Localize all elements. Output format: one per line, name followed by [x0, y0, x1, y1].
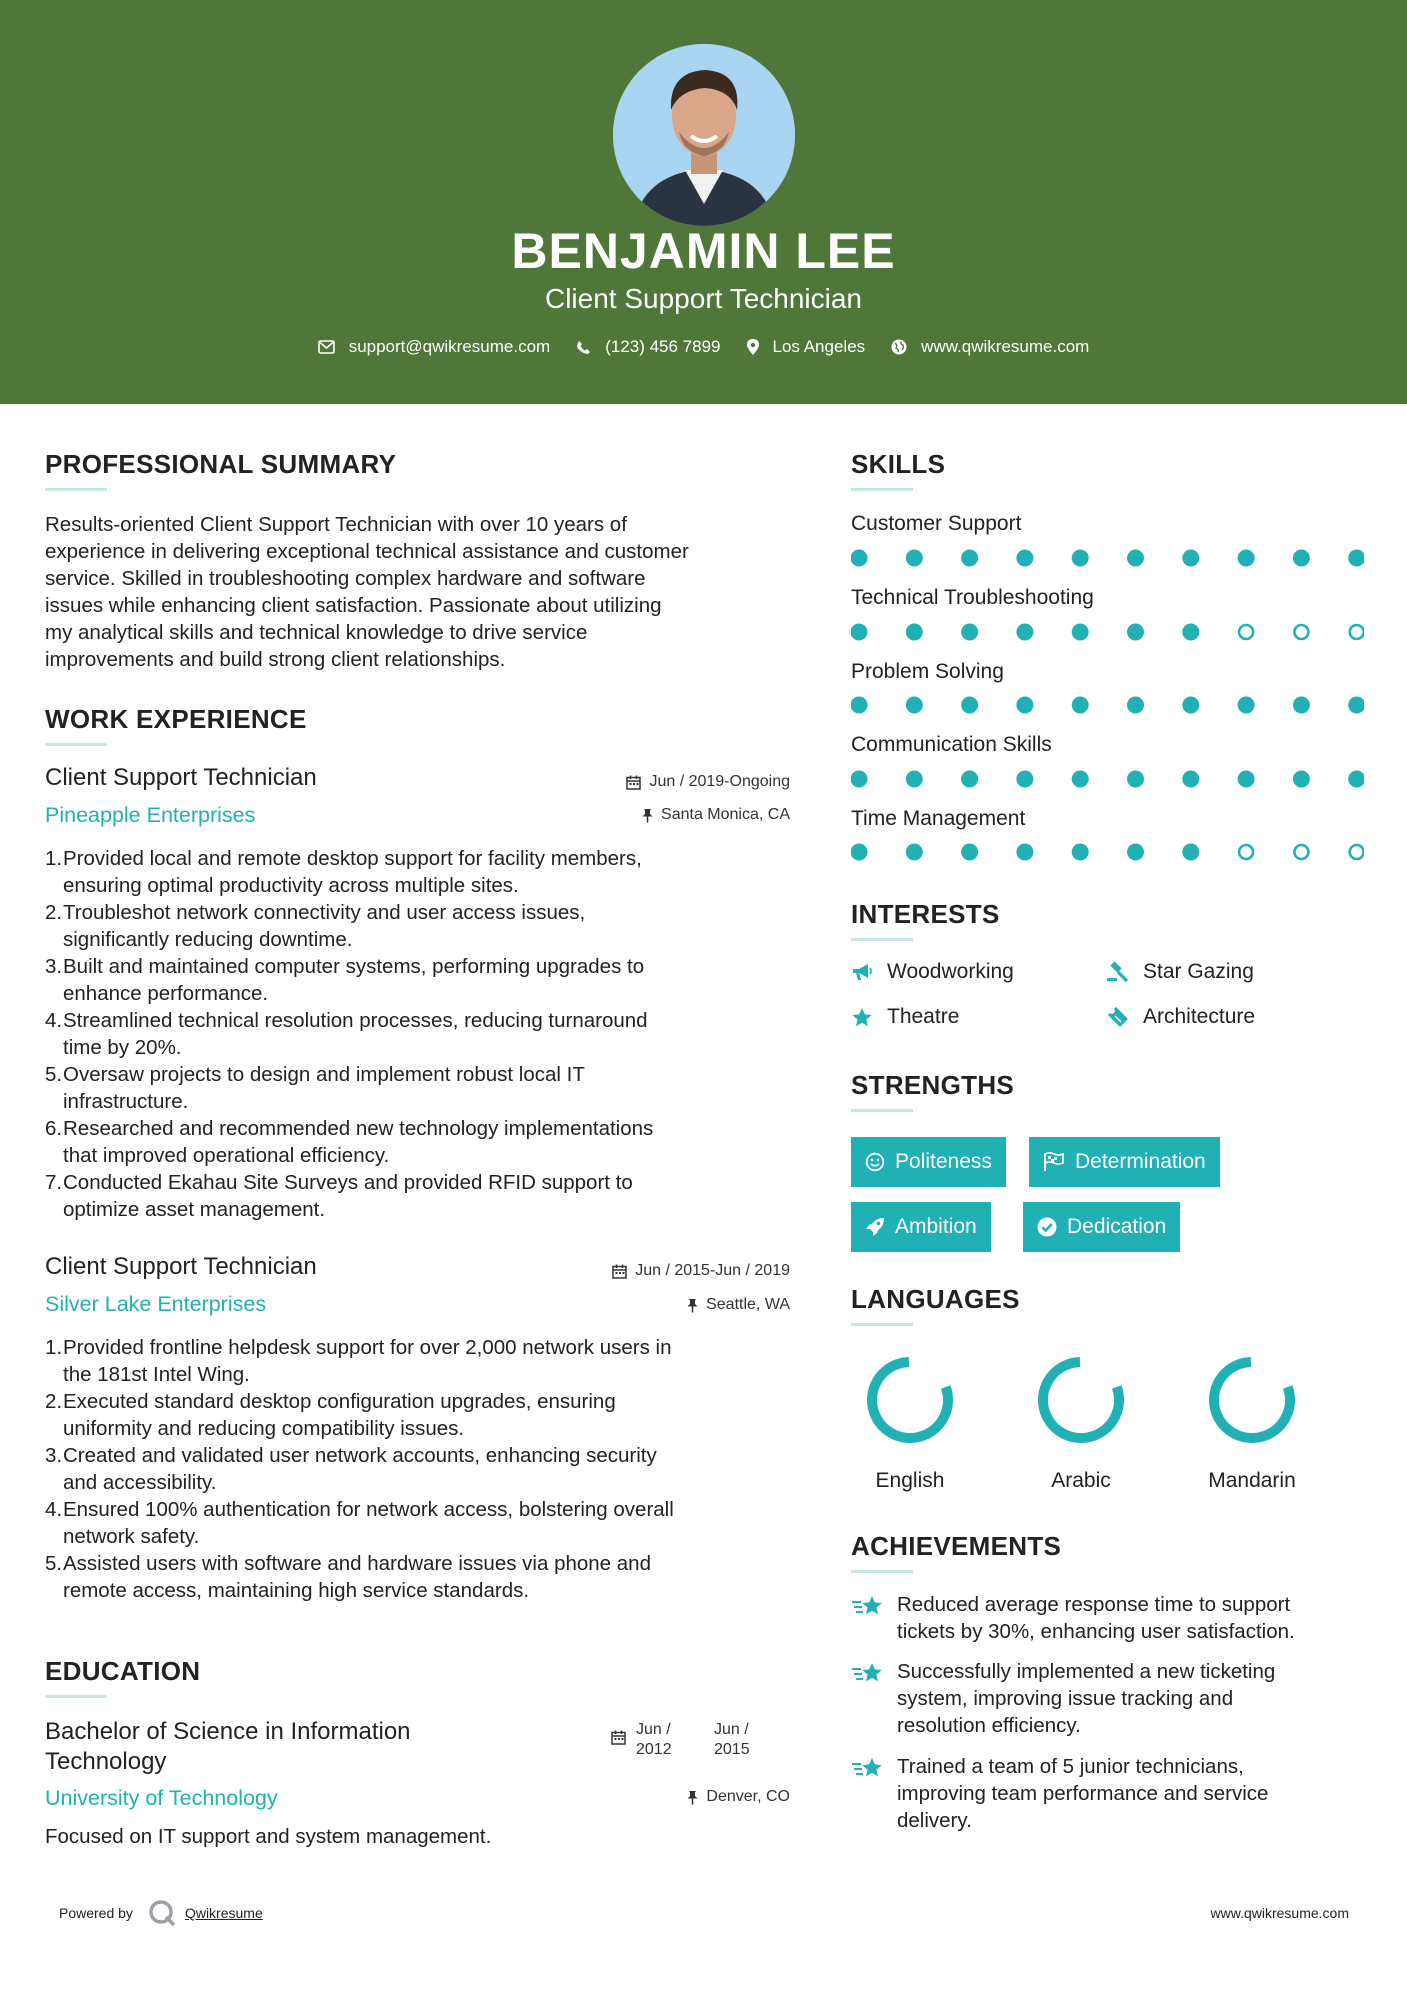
summary-heading-rule: [45, 488, 107, 491]
bullet-line: Assisted users with software and hardware issues via phone and: [63, 1552, 651, 1575]
strengths-heading: STRENGTHS: [851, 1070, 1015, 1100]
skill-dot-filled: [1182, 550, 1199, 567]
smile-icon: [865, 1152, 885, 1172]
achievements-heading-rule: [851, 1570, 913, 1573]
degree-line: Bachelor of Science in Information: [45, 1718, 411, 1745]
skill-dot-filled: [851, 844, 868, 861]
skill-dot-filled: [961, 697, 978, 714]
skill-dot-filled: [1293, 697, 1310, 714]
achievement-line: delivery.: [897, 1809, 972, 1832]
bullet-line: significantly reducing downtime.: [63, 928, 353, 951]
shooting-star-icon: [851, 1755, 885, 1783]
school-name: University of Technology: [45, 1786, 278, 1810]
education-date: [611, 1720, 774, 1760]
experience-heading: WORK EXPERIENCE: [45, 704, 307, 734]
skill-dot-filled: [1238, 771, 1255, 788]
envelope-icon: [318, 340, 335, 354]
skill-dot-empty: [1239, 625, 1253, 639]
achievement-line: Successfully implemented a new ticketing: [897, 1660, 1276, 1683]
job-bullet: 5. Oversaw projects to design and implement robust local IT infrastructure.: [45, 1063, 585, 1113]
skill-dot-filled: [1238, 550, 1255, 567]
bullet-line: network safety.: [63, 1525, 200, 1548]
pushpin-icon: [687, 1790, 698, 1805]
skill-dot-filled: [1072, 550, 1089, 567]
contact-bar: [0, 337, 1407, 357]
skill-dot-filled: [1293, 550, 1310, 567]
education-location: [520, 1788, 790, 1806]
skill-rating: [851, 621, 1364, 643]
gavel-icon: [1107, 961, 1129, 983]
experience-heading-rule: [45, 743, 107, 746]
check-circle-icon: [1037, 1217, 1057, 1237]
summary-line: my analytical skills and technical knowledge to drive service: [45, 621, 588, 644]
job-bullets: [45, 1334, 805, 1604]
job-location-text: Santa Monica, CA: [661, 806, 790, 823]
language-label: Arabic: [1051, 1469, 1111, 1492]
job-bullet: 4. Streamlined technical resolution processes, reducing turnaround time by 20%.: [45, 1009, 648, 1059]
languages-heading: LANGUAGES: [851, 1284, 1020, 1314]
skill-label: Technical Troubleshooting: [851, 586, 1094, 609]
job-bullet: 3. Created and validated user network accounts, enhancing security and accessibility.: [45, 1444, 657, 1494]
skill-label: Time Management: [851, 807, 1026, 830]
skill-dot-empty: [1350, 625, 1364, 639]
language-item: [845, 1352, 975, 1493]
skill-dot-filled: [1348, 550, 1364, 567]
bullet-line: Streamlined technical resolution processes, reducing turnaround: [63, 1009, 648, 1032]
summary-line: improvements and build strong client relationships.: [45, 648, 506, 671]
job-company: Pineapple Enterprises: [45, 803, 256, 827]
languages-heading-rule: [851, 1323, 913, 1326]
skill-dot-filled: [1127, 844, 1144, 861]
skill-label: Problem Solving: [851, 660, 1004, 683]
bullet-line: Ensured 100% authentication for network access, bolstering overall: [63, 1498, 674, 1521]
strength-label: Determination: [1075, 1150, 1206, 1173]
interest-label: Theatre: [887, 1005, 960, 1028]
skill-dot-filled: [851, 624, 868, 641]
language-proficiency-arc: [1204, 1352, 1300, 1448]
megaphone-icon: [851, 962, 873, 982]
education-date-end: [714, 1720, 774, 1760]
job-company: Silver Lake Enterprises: [45, 1292, 267, 1316]
map-pin-icon: [747, 339, 759, 355]
education-heading-rule: [45, 1695, 107, 1698]
calendar-icon: [612, 1264, 627, 1279]
skill-dot-filled: [1293, 771, 1310, 788]
bullet-line: the 181st Intel Wing.: [63, 1363, 250, 1386]
job-title: Client Support Technician: [45, 764, 317, 791]
job-date-text: Jun / 2019-Ongoing: [649, 773, 790, 790]
bullet-line: ensuring optimal productivity across multiple sites.: [63, 874, 519, 897]
degree-line: Technology: [45, 1748, 167, 1775]
summary-line: experience in delivering exceptional technical assistance and customer: [45, 540, 689, 563]
interest-item: [1107, 1005, 1255, 1029]
skill-dot-filled: [1016, 697, 1033, 714]
skill-dot-filled: [1182, 697, 1199, 714]
calendar-icon: [626, 775, 641, 790]
skill-dot-filled: [1127, 771, 1144, 788]
bullet-line: Conducted Ekahau Site Surveys and provided RFID support to: [63, 1171, 633, 1194]
skill-dot-empty: [1294, 845, 1308, 859]
achievement-line: Reduced average response time to support: [897, 1593, 1291, 1616]
bullet-line: time by 20%.: [63, 1036, 182, 1059]
contact-location-text: Los Angeles: [772, 337, 866, 356]
qwikresume-link[interactable]: Qwikresume: [184, 1905, 263, 1921]
contact-location: [747, 337, 866, 357]
summary-line: issues while enhancing client satisfaction. Passionate about utilizing: [45, 594, 662, 617]
bullet-line: enhance performance.: [63, 982, 269, 1005]
candidate-name: BENJAMIN LEE: [511, 223, 896, 279]
date-part: 2012: [636, 1741, 672, 1758]
date-part: Jun /: [714, 1721, 749, 1738]
bullet-line: remote access, maintaining high service standards.: [63, 1579, 530, 1602]
skill-dot-filled: [1016, 624, 1033, 641]
job-bullet: 2. Executed standard desktop configuration upgrades, ensuring uniformity and reducing compatibility issues.: [45, 1390, 616, 1440]
education-heading: EDUCATION: [45, 1656, 201, 1686]
skill-dot-filled: [1182, 844, 1199, 861]
calendar-icon: [611, 1730, 626, 1745]
contact-website[interactable]: [891, 337, 1089, 357]
globe-icon: [891, 339, 907, 355]
job-bullet: 1. Provided frontline helpdesk support for over 2,000 network users in the 181st Intel Wing.: [45, 1336, 672, 1386]
skill-rating: [851, 768, 1364, 790]
skill-dot-filled: [851, 697, 868, 714]
skill-dot-filled: [1127, 550, 1144, 567]
language-label: English: [875, 1469, 945, 1492]
achievement-item: [851, 1753, 1371, 1834]
resume-header: [0, 0, 1407, 404]
profile-photo: [613, 44, 795, 226]
language-label: Mandarin: [1208, 1469, 1296, 1492]
skill-dot-filled: [1072, 624, 1089, 641]
bullet-line: Provided frontline helpdesk support for over 2,000 network users in: [63, 1336, 672, 1359]
summary-heading: PROFESSIONAL SUMMARY: [45, 449, 397, 479]
job-location: [520, 1296, 790, 1314]
summary-line: Results-oriented Client Support Technician with over 10 years of: [45, 513, 627, 536]
date-part: 2015: [714, 1741, 750, 1758]
bullet-line: infrastructure.: [63, 1090, 189, 1113]
strength-label: Politeness: [895, 1150, 992, 1173]
bullet-line: Created and validated user network accounts, enhancing security: [63, 1444, 657, 1467]
job-bullet: 4. Ensured 100% authentication for network access, bolstering overall network safety.: [45, 1498, 674, 1548]
skill-dot-filled: [961, 844, 978, 861]
bullet-line: Provided local and remote desktop support for facility members,: [63, 847, 642, 870]
pushpin-icon: [687, 1298, 698, 1313]
strength-tag: [851, 1137, 1006, 1187]
pushpin-icon: [642, 808, 653, 823]
bullet-line: Troubleshot network connectivity and user access issues,: [63, 901, 586, 924]
interests-heading-rule: [851, 938, 913, 941]
achievement-line: tickets by 30%, enhancing user satisfaction.: [897, 1620, 1295, 1643]
job-bullet: 2. Troubleshot network connectivity and user access issues, significantly reducing downtime.: [45, 901, 586, 951]
skill-dot-filled: [1072, 697, 1089, 714]
language-proficiency-ring: [1204, 1352, 1300, 1448]
summary-text: [45, 511, 805, 673]
skill-dot-filled: [906, 697, 923, 714]
skill-dot-filled: [961, 771, 978, 788]
skill-dot-filled: [851, 550, 868, 567]
skill-dot-filled: [906, 771, 923, 788]
achievement-line: Trained a team of 5 junior technicians,: [897, 1755, 1244, 1778]
interest-item: [851, 1005, 959, 1029]
strength-label: Ambition: [895, 1215, 977, 1238]
job-bullet: 1. Provided local and remote desktop support for facility members, ensuring optimal productivity across multiple sites.: [45, 847, 642, 897]
powered-by-label: Powered by: [59, 1905, 133, 1921]
skill-dot-filled: [1072, 844, 1089, 861]
bullet-line: that improved operational efficiency.: [63, 1144, 390, 1167]
language-proficiency-arc: [862, 1352, 958, 1448]
achievement-item: [851, 1591, 1371, 1645]
skill-dot-filled: [961, 624, 978, 641]
achievement-line: resolution efficiency.: [897, 1714, 1081, 1737]
achievement-line: system, improving issue tracking and: [897, 1687, 1234, 1710]
job-date: [520, 1262, 790, 1280]
language-proficiency-ring: [1033, 1352, 1129, 1448]
date-part: Jun /: [636, 1721, 671, 1738]
skill-rating: [851, 694, 1364, 716]
skill-dot-filled: [1127, 697, 1144, 714]
bullet-line: and accessibility.: [63, 1471, 217, 1494]
interests-heading: INTERESTS: [851, 899, 1000, 929]
language-proficiency-ring: [862, 1352, 958, 1448]
shooting-star-icon: [851, 1660, 885, 1688]
bullet-line: optimize asset management.: [63, 1198, 326, 1221]
qwikresume-logo-icon: [147, 1898, 177, 1928]
skill-dot-filled: [1348, 771, 1364, 788]
skill-dot-empty: [1294, 625, 1308, 639]
contact-website-text: www.qwikresume.com: [921, 337, 1090, 356]
phone-icon: [576, 340, 591, 355]
skill-label: Communication Skills: [851, 733, 1052, 756]
language-item: [1016, 1352, 1146, 1493]
footer-powered-by: [59, 1898, 263, 1928]
job-location-text: Seattle, WA: [706, 1296, 790, 1313]
education-description: Focused on IT support and system management.: [45, 1825, 492, 1848]
skill-dot-filled: [1072, 771, 1089, 788]
language-item: [1187, 1352, 1317, 1493]
skill-rating: [851, 841, 1364, 863]
skill-dot-filled: [906, 550, 923, 567]
job-bullet: 3. Built and maintained computer systems, performing upgrades to enhance performance.: [45, 955, 645, 1005]
strength-tag: [1029, 1137, 1220, 1187]
job-bullet: 6. Researched and recommended new technology implementations that improved operational efficiency.: [45, 1117, 654, 1167]
achievement-line: improving team performance and service: [897, 1782, 1269, 1805]
star-icon: [851, 1007, 873, 1028]
skill-dot-filled: [1127, 624, 1144, 641]
skill-dot-filled: [1016, 844, 1033, 861]
achievement-text: [897, 1658, 1275, 1739]
footer-website-link[interactable]: www.qwikresume.com: [1210, 1905, 1349, 1921]
interest-label: Star Gazing: [1143, 960, 1254, 983]
job-date-text: Jun / 2015-Jun / 2019: [635, 1262, 790, 1279]
achievements-heading: ACHIEVEMENTS: [851, 1531, 1062, 1561]
candidate-title: Client Support Technician: [544, 283, 862, 314]
interest-label: Architecture: [1143, 1005, 1256, 1028]
skill-rating: [851, 547, 1364, 569]
achievement-text: [897, 1591, 1295, 1645]
job-title: Client Support Technician: [45, 1253, 317, 1280]
contact-email[interactable]: [318, 337, 551, 357]
interest-item: [1107, 960, 1254, 984]
person-photo-icon: [613, 44, 795, 226]
skill-dot-filled: [906, 844, 923, 861]
skill-dot-filled: [1182, 624, 1199, 641]
bullet-line: uniformity and reducing compatibility issues.: [63, 1417, 465, 1440]
job-bullet: 7. Conducted Ekahau Site Surveys and provided RFID support to optimize asset management.: [45, 1171, 633, 1221]
ticket-icon: [1107, 1006, 1129, 1028]
bullet-line: Researched and recommended new technology implementations: [63, 1117, 654, 1140]
bullet-line: Built and maintained computer systems, performing upgrades to: [63, 955, 645, 978]
skill-dot-filled: [1016, 771, 1033, 788]
skill-dot-filled: [961, 550, 978, 567]
achievement-item: [851, 1658, 1371, 1739]
rocket-icon: [865, 1217, 885, 1237]
interest-label: Woodworking: [887, 960, 1014, 983]
interest-item: [851, 960, 1014, 984]
job-location: [520, 806, 790, 824]
skill-dot-filled: [1182, 771, 1199, 788]
skill-dot-filled: [1238, 697, 1255, 714]
skill-dot-filled: [1348, 697, 1364, 714]
strength-tag: [851, 1202, 991, 1252]
strength-tag: [1023, 1202, 1180, 1252]
skill-dot-filled: [1016, 550, 1033, 567]
contact-email-text: support@qwikresume.com: [348, 337, 551, 356]
skill-dot-filled: [851, 771, 868, 788]
contact-phone-text: (123) 456 7899: [605, 337, 721, 356]
education-location-text: Denver, CO: [706, 1788, 790, 1805]
skill-dot-empty: [1350, 845, 1364, 859]
flag-icon: [1043, 1152, 1065, 1172]
contact-phone[interactable]: [576, 337, 720, 357]
bullet-line: Oversaw projects to design and implement robust local IT: [63, 1063, 585, 1086]
skill-dot-empty: [1239, 845, 1253, 859]
shooting-star-icon: [851, 1593, 885, 1621]
job-date: [520, 773, 790, 791]
language-proficiency-arc: [1033, 1352, 1129, 1448]
degree-title: [45, 1717, 411, 1777]
skill-label: Customer Support: [851, 512, 1022, 535]
skills-heading: SKILLS: [851, 449, 946, 479]
bullet-line: Executed standard desktop configuration upgrades, ensuring: [63, 1390, 616, 1413]
skills-heading-rule: [851, 488, 913, 491]
strength-label: Dedication: [1067, 1215, 1167, 1238]
achievement-text: [897, 1753, 1268, 1834]
skill-dot-filled: [906, 624, 923, 641]
strengths-heading-rule: [851, 1109, 913, 1112]
education-date-start: [636, 1720, 696, 1760]
job-bullet: 5. Assisted users with software and hardware issues via phone and remote access, maintaining high service standards.: [45, 1552, 651, 1602]
job-bullets: [45, 845, 805, 1223]
summary-line: service. Skilled in troubleshooting complex hardware and software: [45, 567, 646, 590]
